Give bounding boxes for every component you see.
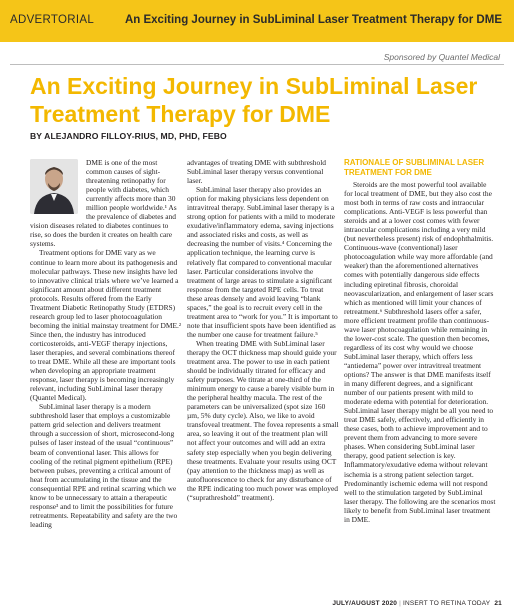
paragraph: SubLiminal laser therapy is a modern subthreshold laser that employs a customizable pattern grid selection and delivers treatment through a succession of short, microsecond-long pulses of laser instead of the usual “continuous” beam of conventional laser. This allows for cooling of the retinal pigment epithelium (RPE) between pulses, preventing a critical amount of heat from accumulating in the tissue and the consequential RPE and retinal scarring which we know to be unnecessary to attain a therapeutic response³ and to limit the possibilities for future retreatments. Repeatability and safety are the two leading bbox=[30, 402, 178, 529]
page-footer: JULY/AUGUST 2020 | INSERT TO RETINA TODAY 21 bbox=[332, 600, 502, 607]
paragraph: advantages of treating DME with subthreshold SubLiminal laser therapy versus conventional laser. bbox=[187, 158, 327, 186]
publication-name: INSERT TO RETINA TODAY bbox=[402, 600, 491, 607]
paragraph: Steroids are the most powerful tool available for local treatment of DME, but they also cost the most both in terms of raw costs and intraocular complications. Anti-VEGF is less powerful than steroids and at a lower cost comes with fewer intraocular complications including a very mild (but nevertheless present) risk of endophthalmitis. Continuous-wave (conventional) laser photocoagulation while way more affordable (and weaker) than the aforementioned alternatives comes with potentially dangerous side effects including epiretinal fibrosis, choroidal neovascularization, and enlargement of laser scars which as mentioned will limit your chances of retreatment.⁶ Subthreshold lasers offer a safer, more efficient treatment profile than continuous-wave laser photocoagulation while remaining in the lower-cost scale. The question then becomes, regardless of its cost why would we choose SubLiminal laser therapy, which offers less “antiedema” power over intravitreal treatment options? The answer is that DME manifests itself in many different degrees, and a significant number of our patients present with mild to moderate edema with potential for deterioration. SubLiminal laser therapy might be all you need to treat DME safely, effectively, and efficiently in these cases, both to achieve improvement and to prevent them from advancing to more severe phases. When considering SubLiminal laser therapy, good patient selection is key. Inflammatory/exudative edema without relevant ischemia is a strong patient selection target. Predominantly ischemic edema will not respond well to the stimulation targeted by SubLiminal laser therapy. The following are the scenarios most likely to benefit from SubLiminal laser treatment in DME. bbox=[344, 180, 496, 524]
column-1 bbox=[30, 158, 182, 529]
author-portrait-photo bbox=[30, 159, 78, 214]
running-title: An Exciting Journey in SubLiminal Laser Treatment Therapy for DME bbox=[124, 14, 502, 26]
column-2 bbox=[187, 158, 339, 502]
byline: BY ALEJANDRO FILLOY-RIUS, MD, PHD, FEBO bbox=[30, 131, 227, 141]
paragraph: Treatment options for DME vary as we continue to learn more about its pathogenesis and molecular pathways. These new insights have led to innovative clinical trials where we’ve learned a significant amount about different treatment protocols. Results offered from the Early Treatment Diabetic Retinopathy Study (ETDRS) research group led to laser photocoagulation becoming the initial mainstay treatment for DME.² Since then, the industry has introduced corticosteroids, anti-VEGF therapy injections, laser therapies, and several combinations thereof to treat DME. While all these are important tools when developing an appropriate treatment response, laser therapy is becoming increasingly relevant, including SubLiminal laser therapy (Quantel Medical). bbox=[30, 248, 182, 403]
issue-date: JULY/AUGUST 2020 bbox=[332, 600, 398, 607]
article-title: An Exciting Journey in SubLiminal Laser Treatment Therapy for DME bbox=[30, 73, 478, 127]
paragraph: SubLiminal laser therapy also provides an option for making physicians less dependent on intravitreal therapy. SubLiminal laser therapy is a strong option for patients with a mild to moderate exudative/inflammatory edema, saving injections and associated risks and costs, as well as decreasing the number of visits.⁴ Concerning the application technique, the learning curve is relatively flat compared to conventional macular laser. Particular considerations involve the treatment of large areas to stimulate a significant response from the targeted RPE cells. To treat these areas densely and avoid leaving “blank spaces,” the goal is to recruit every cell in the treatment area to “work for you.” It is important to note that insufficient spots have been identified as the number one cause for treatment failure.⁵ bbox=[187, 185, 338, 339]
sponsor-line: Sponsored by Quantel Medical bbox=[380, 52, 500, 62]
section-label: ADVERTORIAL bbox=[10, 14, 95, 26]
paragraph: DME is one of the most common causes of sight-threatening retinopathy for people with diabetes, which currently affects more than 30 million people worldwide.¹ As the prevalence of diabetes and vision diseases related to diabetes continues to rise, so does the burden it creates on health care systems. bbox=[30, 158, 177, 249]
paragraph: When treating DME with SubLiminal laser therapy the OCT thickness map should guide your treatment area. The power to use in each patient should be individually titrated for efficacy and safety purposes. We titrate at one-third of the minimum energy to cause a barely visible burn in the peripheral healthy macula. The rest of the parameters can be universalized (spot size 160 µm, 5% duty cycle). Also, we like to avoid transfoveal treatment. The fovea represents a small area, so leaving it out of the treatment plan will not affect your outcomes and will add an extra safety step especially when you begin delivering these treatments. Evaluate your results using OCT (pay attention to the thickness map) as well as autofluorescence to check for any disturbance of the RPE indicating too much power was employed (“suprathreshold” treatment). bbox=[187, 338, 339, 502]
header-banner bbox=[0, 0, 514, 42]
column-3 bbox=[344, 158, 496, 524]
page-number: 21 bbox=[494, 600, 502, 607]
header-divider bbox=[10, 64, 504, 65]
section-heading: RATIONALE OF SUBLIMINAL LASER TREATMENT FOR DME bbox=[344, 158, 485, 177]
